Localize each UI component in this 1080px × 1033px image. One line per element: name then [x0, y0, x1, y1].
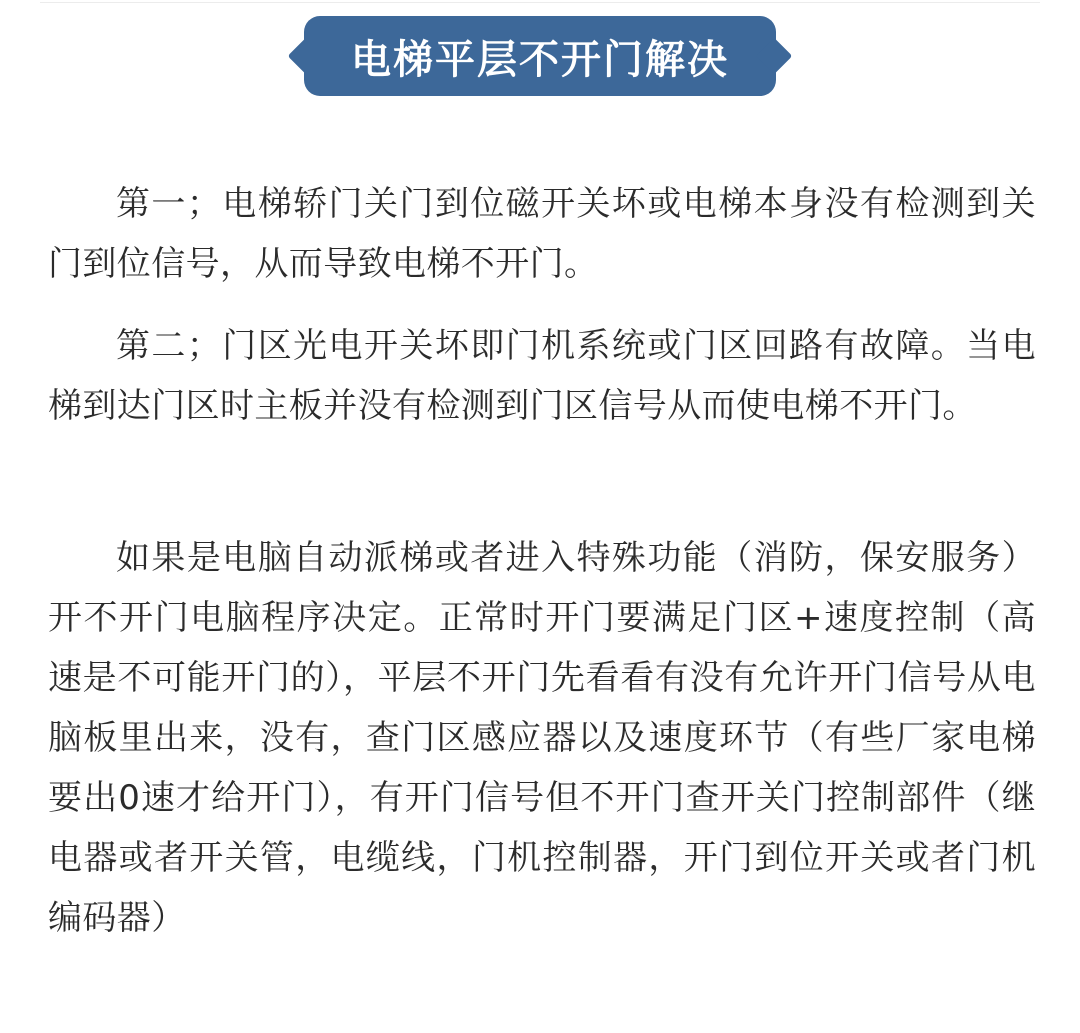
title-badge [304, 16, 776, 96]
paragraph-first: 第一；电梯轿门关门到位磁开关坏或电梯本身没有检测到关门到位信号，从而导致电梯不开门。 [48, 184, 1036, 284]
page-title: 电梯平层不开门解决 [351, 36, 729, 83]
article-body [48, 174, 1036, 948]
title-banner [290, 16, 790, 96]
paragraph-second: 第二；门区光电开关坏即门机系统或门区回路有故障。当电梯到达门区时主板并没有检测到门区信号从而使电梯不开门。 [48, 326, 1036, 426]
paragraph-third: 如果是电脑自动派梯或者进入特殊功能（消防，保安服务）开不开门电脑程序决定。正常时开门要满足门区+速度控制（高速是不可能开门的），平层不开门先看看有没有允许开门信号从电脑板里出来，没有，查门区感应器以及速度环节（有些厂家电梯要出0速才给开门），有开门信号但不开门查开关门控制部件（继电器或者开关管，电缆线，门机控制器，开门到位开关或者门机编码器） [48, 538, 1036, 938]
top-divider [40, 2, 1040, 3]
